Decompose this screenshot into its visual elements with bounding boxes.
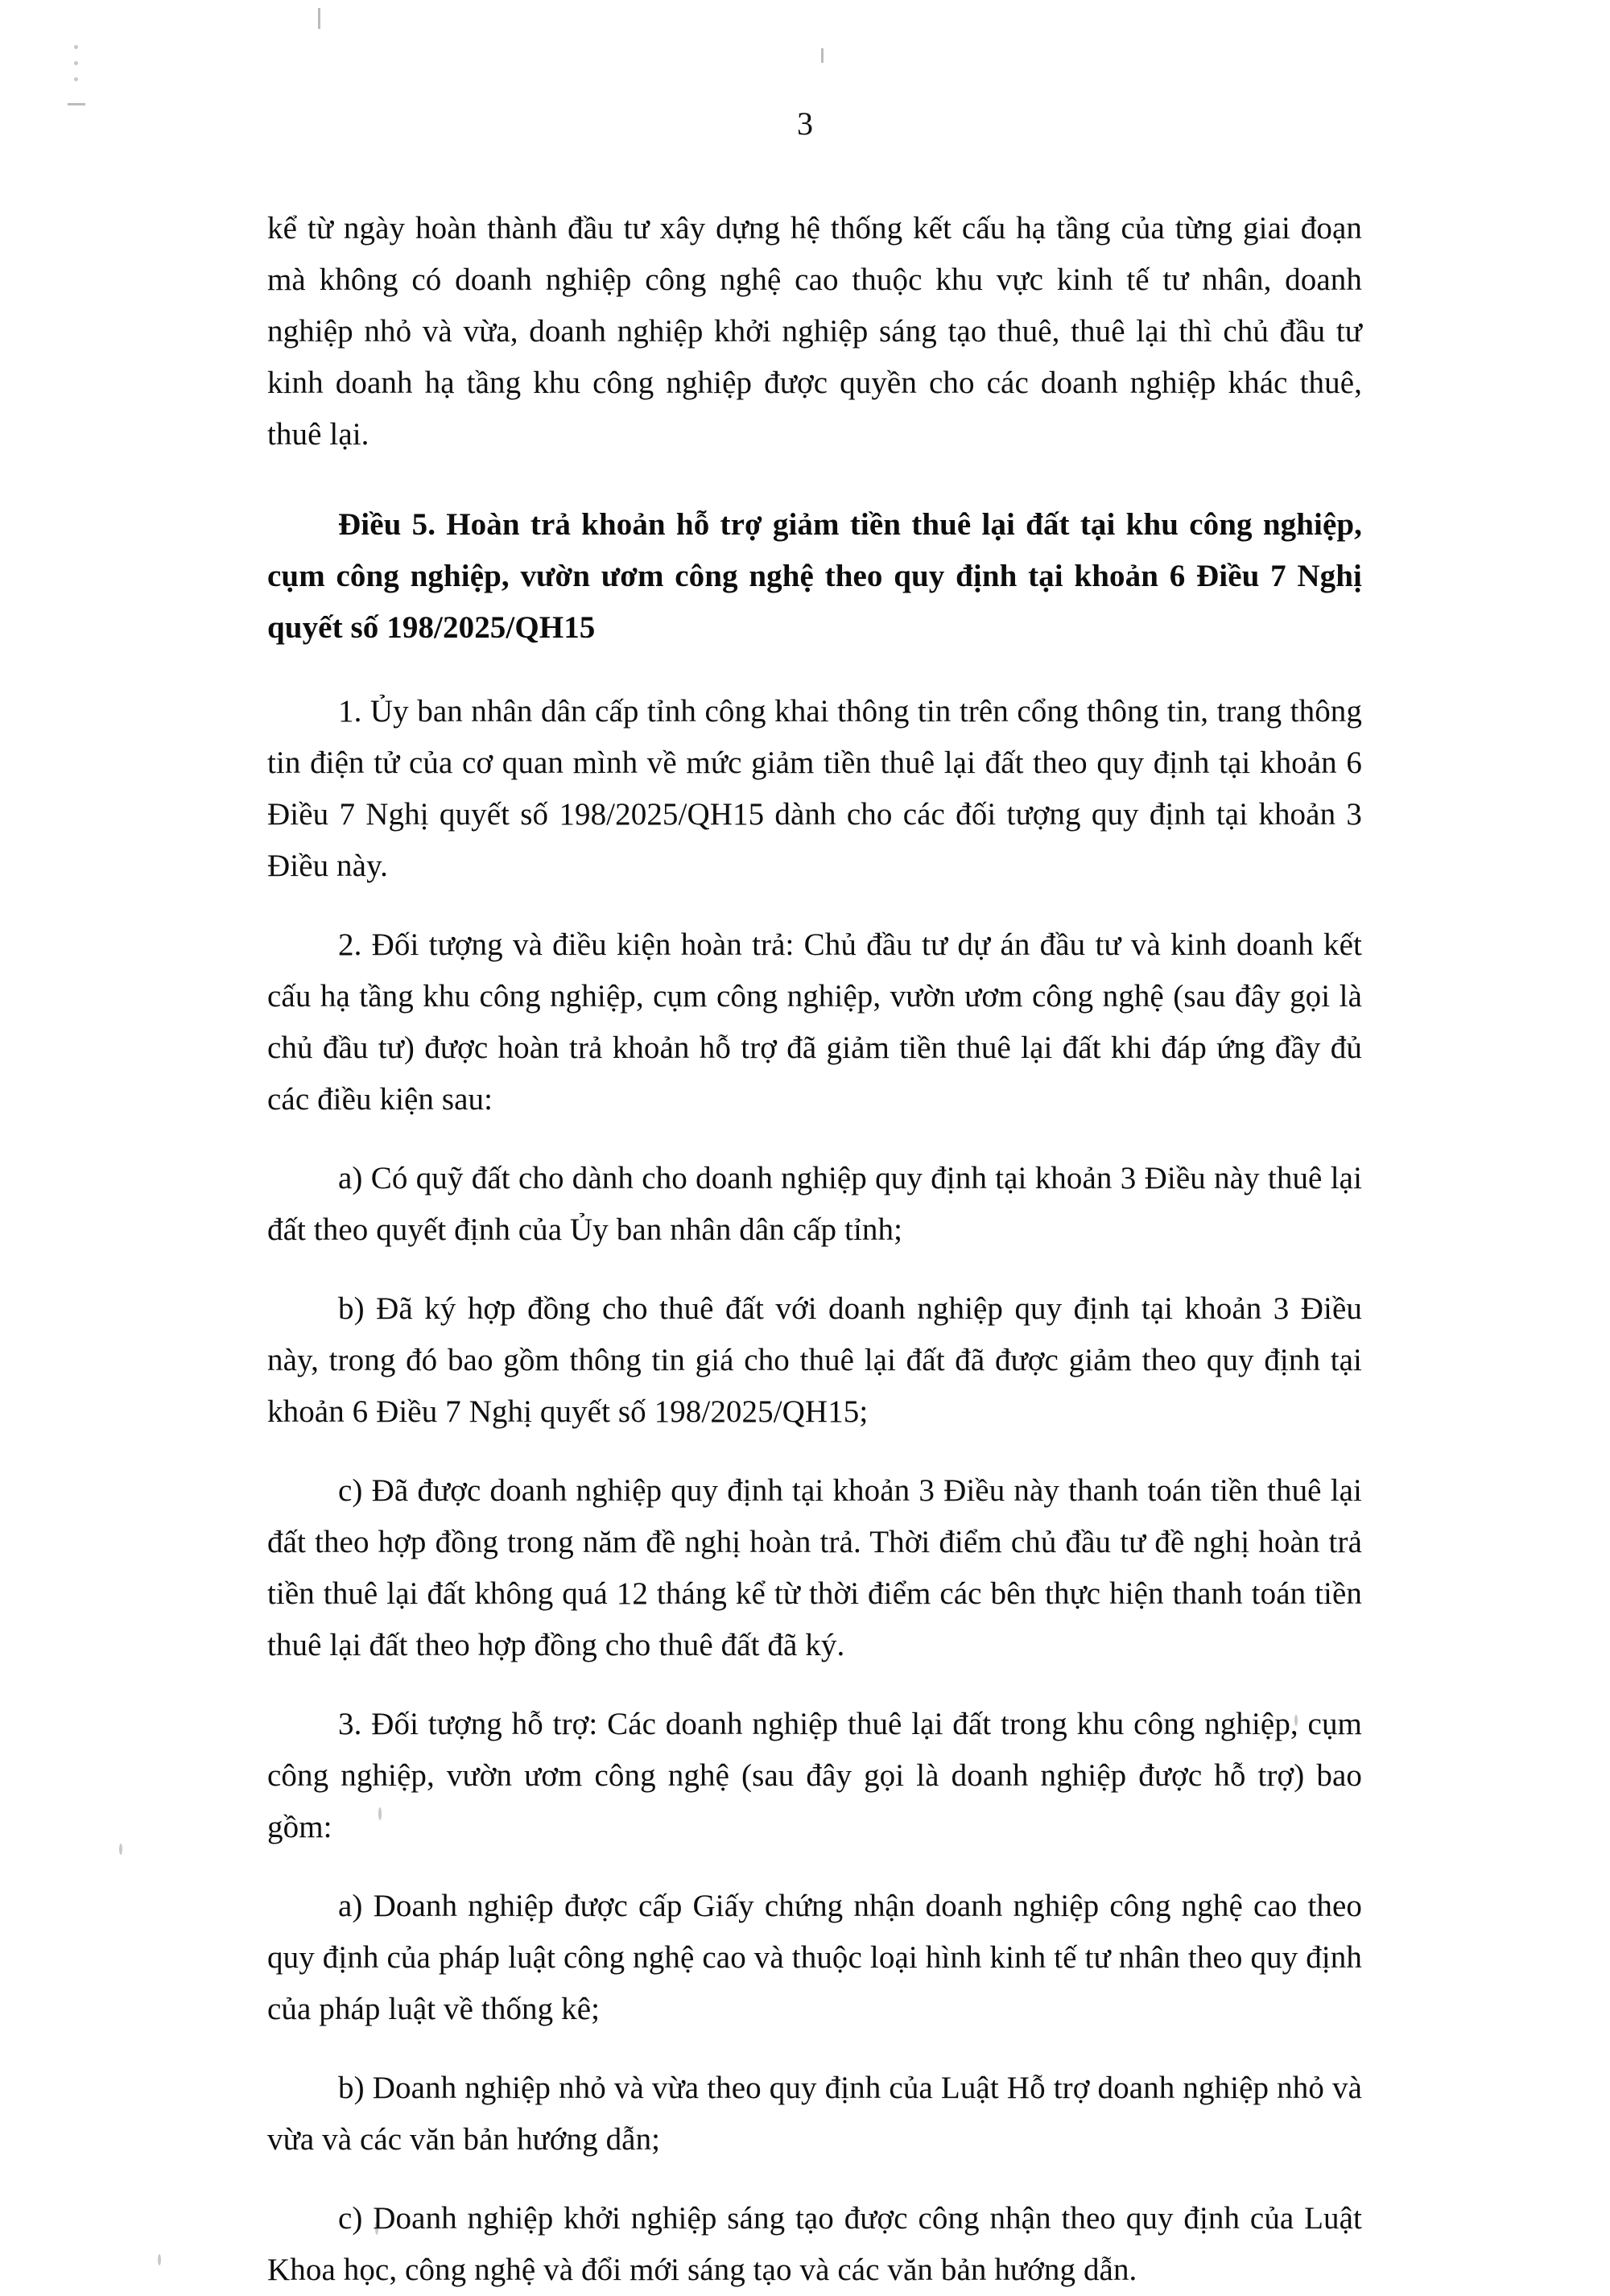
- paragraph-2: 2. Đối tượng và điều kiện hoàn trả: Chủ đầu tư dự án đầu tư và kinh doanh kết cấu hạ tầng khu công nghiệp, cụm công nghiệp, vườn ươm công nghệ (sau đây gọi là chủ đầu tư) được hoàn trả khoản hỗ trợ đã giảm tiền thuê lại đất khi đáp ứng đầy đủ các điều kiện sau:: [267, 927, 1362, 1117]
- paragraph-intro: kể từ ngày hoàn thành đầu tư xây dựng hệ thống kết cấu hạ tầng của từng giai đoạn mà không có doanh nghiệp công nghệ cao thuộc khu vực kinh tế tư nhân, doanh nghiệp nhỏ và vừa, doanh nghiệp khởi nghiệp sáng tạo thuê, thuê lại thì chủ đầu tư kinh doanh hạ tầng khu công nghiệp được quyền cho các doanh nghiệp khác thuê, thuê lại.: [267, 211, 1362, 452]
- scan-speck: [74, 61, 78, 65]
- paragraph-3b: b) Doanh nghiệp nhỏ và vừa theo quy định của Luật Hỗ trợ doanh nghiệp nhỏ và vừa và các văn bản hướng dẫn;: [267, 2071, 1362, 2157]
- paragraph-2a: a) Có quỹ đất cho dành cho doanh nghiệp quy định tại khoản 3 Điều này thuê lại đất theo quyết định của Ủy ban nhân dân cấp tỉnh;: [267, 1161, 1362, 1247]
- document-body: [267, 203, 1362, 2296]
- paragraph-2c: c) Đã được doanh nghiệp quy định tại khoản 3 Điều này thanh toán tiền thuê lại đất theo hợp đồng trong năm đề nghị hoàn trả. Thời điểm chủ đầu tư đề nghị hoàn trả tiền thuê lại đất không quá 12 tháng kể từ thời điểm các bên thực hiện thanh toán tiền thuê lại đất theo hợp đồng cho thuê đất đã ký.: [267, 1473, 1362, 1662]
- scan-speck: [74, 45, 78, 49]
- paragraph-3: 3. Đối tượng hỗ trợ: Các doanh nghiệp thuê lại đất trong khu công nghiệp, cụm công nghiệp, vườn ươm công nghệ (sau đây gọi là doanh nghiệp được hỗ trợ) bao gồm:: [267, 1707, 1362, 1844]
- paragraph-3c: c) Doanh nghiệp khởi nghiệp sáng tạo được công nhận theo quy định của Luật Khoa học, công nghệ và đổi mới sáng tạo và các văn bản hướng dẫn.: [267, 2201, 1362, 2287]
- scan-speck: [119, 1844, 122, 1855]
- paragraph-1: 1. Ủy ban nhân dân cấp tỉnh công khai thông tin trên cổng thông tin, trang thông tin điện tử của cơ quan mình về mức giảm tiền thuê lại đất theo quy định tại khoản 6 Điều 7 Nghị quyết số 198/2025/QH15 dành cho các đối tượng quy định tại khoản 3 Điều này.: [267, 694, 1362, 883]
- section-heading-dieu-5: Điều 5. Hoàn trả khoản hỗ trợ giảm tiền thuê lại đất tại khu công nghiệp, cụm công nghiệp, vườn ươm công nghệ theo quy định tại khoản 6 Điều 7 Nghị quyết số 198/2025/QH15: [267, 507, 1362, 645]
- scan-dash: [821, 48, 824, 63]
- paragraph-3a: a) Doanh nghiệp được cấp Giấy chứng nhận doanh nghiệp công nghệ cao theo quy định của pháp luật công nghệ cao và thuộc loại hình kinh tế tư nhân theo quy định của pháp luật về thống kê;: [267, 1889, 1362, 2026]
- scan-speck: [74, 77, 78, 81]
- paragraph-2b: b) Đã ký hợp đồng cho thuê đất với doanh nghiệp quy định tại khoản 3 Điều này, trong đó bao gồm thông tin giá cho thuê lại đất đã được giảm theo quy định tại khoản 6 Điều 7 Nghị quyết số 198/2025/QH15;: [267, 1291, 1362, 1429]
- scan-speck: [158, 2254, 161, 2265]
- scan-dash: [318, 8, 320, 29]
- page-number: 3: [797, 105, 813, 142]
